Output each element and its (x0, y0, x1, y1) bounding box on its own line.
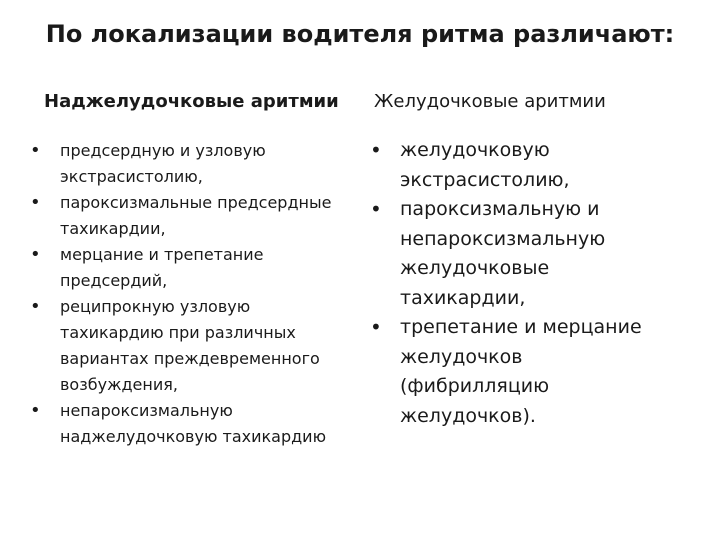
left-list-item-line: пароксизмальные предсердные (60, 193, 332, 212)
bullet-icon: • (30, 192, 41, 213)
left-list-item-line: мерцание и трепетание (60, 245, 264, 264)
left-list-item-line: непароксизмальную (60, 401, 233, 420)
left-bullet-list (30, 138, 370, 450)
left-list-item (30, 294, 370, 398)
right-column-heading: Желудочковые аритмии (374, 91, 606, 112)
right-list-item-line: непароксизмальную (400, 227, 606, 250)
bullet-icon: • (30, 140, 41, 161)
left-list-item (30, 138, 370, 190)
right-bullet-list (368, 136, 668, 431)
bullet-icon: • (30, 400, 41, 421)
right-list-item (368, 313, 668, 431)
right-list-item-line: желудочков (400, 345, 523, 368)
left-list-item-line: вариантах преждевременного (60, 349, 320, 368)
bullet-icon: • (370, 138, 382, 162)
left-list-item (30, 398, 370, 450)
right-list-item-line: (фибрилляцию (400, 375, 550, 397)
right-list-item (368, 136, 668, 195)
left-list-item-line: тахикардию при различных (60, 323, 296, 342)
left-list-item-line: реципрокную узловую (60, 297, 251, 316)
right-list-item-line: желудочков). (400, 404, 536, 427)
left-list-item (30, 190, 370, 242)
bullet-icon: • (370, 197, 382, 221)
right-list-item-line: тахикардии, (400, 286, 526, 309)
slide-title: По локализации водителя ритма различают: (45, 20, 675, 48)
left-list-item-line: возбуждения, (60, 375, 178, 394)
left-list-item-line: предсердную и узловую (60, 141, 266, 160)
right-list-item (368, 195, 668, 313)
bullet-icon: • (30, 244, 41, 265)
left-list-item-line: наджелудочковую тахикардию (60, 427, 327, 446)
left-column-heading: Наджелудочковые аритмии (44, 91, 339, 112)
left-list-item-line: экстрасистолию, (60, 167, 203, 186)
right-list-item-line: трепетание и мерцание (400, 316, 642, 338)
right-list-item-line: желудочковую (400, 139, 550, 161)
right-list-item-line: экстрасистолию, (400, 168, 570, 191)
bullet-icon: • (30, 296, 41, 317)
right-list-item-line: пароксизмальную и (400, 198, 600, 220)
bullet-icon: • (370, 315, 382, 339)
left-list-item-line: предсердий, (60, 271, 168, 290)
left-list-item (30, 242, 370, 294)
right-list-item-line: желудочковые (400, 257, 550, 279)
left-list-item-line: тахикардии, (60, 219, 166, 238)
